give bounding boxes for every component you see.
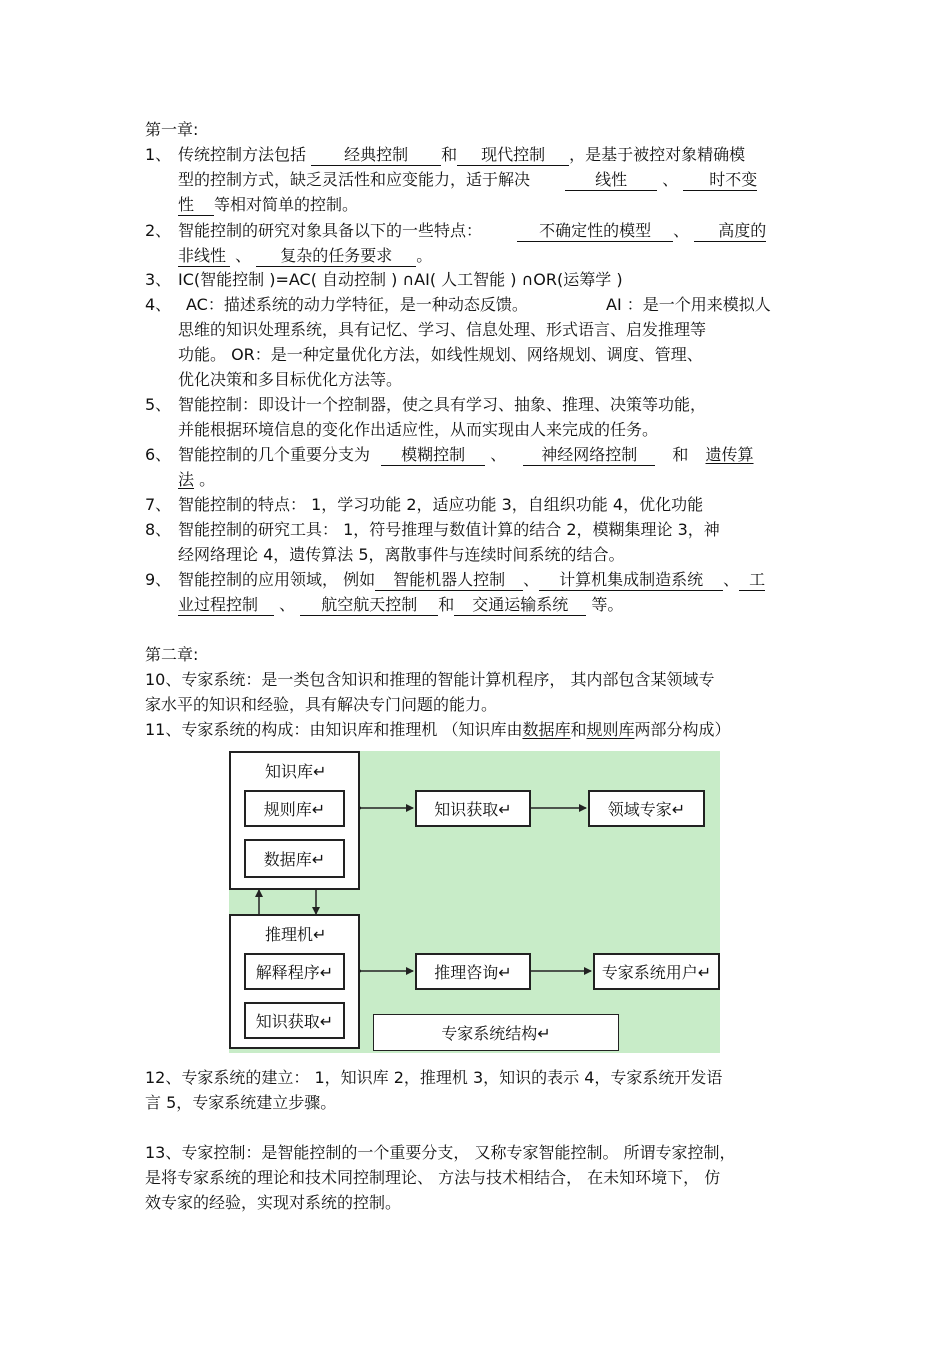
item-6-line-1 [178, 443, 754, 467]
diagram-caption-box [373, 1014, 619, 1051]
item-6-line-2 [178, 468, 215, 492]
item-4-line-4: 优化决策和多目标优化方法等。 [178, 370, 403, 389]
explanation-program-box [244, 953, 345, 990]
text: 和 [438, 595, 455, 614]
item-5-line-1: 智能控制：即设计一个控制器，使之具有学习、抽象、推理、决策等功能， [178, 395, 707, 414]
item-number: 1、 [145, 145, 172, 164]
answer-blank: 业过程控制 [178, 595, 274, 616]
item-3-text: IC(智能控制 )=AC( 自动控制 ) ∩AI( 人工智能 ) ∩OR(运筹学 ) [178, 270, 623, 289]
item-9-line-2 [178, 593, 623, 617]
knowledge-acquisition-box [415, 790, 531, 827]
domain-expert-label: 领域专家↵ [607, 800, 686, 819]
item-4-line-1a: AC：描述系统的动力学特征，是一种动态反馈。 [186, 295, 528, 314]
text: 、 [235, 246, 252, 265]
knowledge-acquisition-sub-label: 知识获取↵ [255, 1012, 334, 1031]
explanation-program-label: 解释程序↵ [255, 963, 334, 982]
item-1-line-1 [178, 143, 745, 167]
inference-consultation-box [415, 953, 531, 990]
text: 等。 [591, 595, 624, 614]
answer-text: 遗传算 [705, 445, 754, 464]
answer-blank: 航空航天控制 [300, 595, 438, 616]
expert-system-user-label: 专家系统用户↵ [601, 963, 712, 982]
text: 智能控制的应用领域， 例如 [178, 570, 376, 589]
knowledge-acquisition-label: 知识获取↵ [434, 800, 512, 819]
item-number: 7、 [145, 495, 172, 514]
rule-base-label: 规则库↵ [263, 800, 326, 819]
item-12-line-1: 12、专家系统的建立： 1，知识库 2，推理机 3，知识的表示 4，专家系统开发语 [145, 1068, 723, 1087]
chapter-2-heading: 第二章: [145, 645, 199, 664]
answer-blank: 不确定性的模型 [517, 221, 673, 242]
knowledge-base-label: 知识库↵ [265, 762, 327, 781]
inference-engine-label: 推理机↵ [265, 925, 327, 944]
item-12-line-2: 言 5，专家系统建立步骤。 [145, 1093, 337, 1112]
inference-consultation-label: 推理咨询↵ [434, 963, 512, 982]
item-4-line-3: 功能。 OR：是一种定量优化方法，如线性规划、网络规划、调度、管理、 [178, 345, 703, 364]
database-label: 数据库↵ [263, 850, 326, 869]
text: 和 [672, 445, 689, 464]
item-1-line-3 [178, 193, 358, 217]
item-7-text: 智能控制的特点： 1，学习功能 2，适应功能 3，自组织功能 4，优化功能 [178, 495, 704, 514]
rule-base-box [244, 790, 345, 827]
text: 传统控制方法包括 [178, 145, 307, 164]
item-8-line-1: 智能控制的研究工具： 1，符号推理与数值计算的结合 2，模糊集理论 3，神 [178, 520, 720, 539]
domain-expert-box [588, 790, 705, 827]
item-1-line-2 [178, 168, 757, 192]
text: 智能控制的研究对象具备以下的一些特点： [178, 221, 483, 240]
text: 两部分构成） [634, 720, 731, 739]
text: 等相对简单的控制。 [214, 195, 359, 214]
answer-blank: 非线性 [178, 246, 230, 267]
answer-blank: 性 [178, 195, 214, 216]
answer-blank: 经典控制 [311, 145, 441, 166]
item-8-line-2: 经网络理论 4，遗传算法 5，离散事件与连续时间系统的结合。 [178, 545, 625, 564]
knowledge-acquisition-sub-box [244, 1002, 345, 1039]
answer-blank: 高度的 [694, 221, 766, 242]
text: 、 [523, 570, 540, 589]
item-10-line-2: 家水平的知识和经验，具有解决专门问题的能力。 [145, 695, 498, 714]
text: 。 [199, 470, 216, 489]
answer-blank: 工 [739, 570, 765, 591]
item-2-line-1 [178, 219, 766, 243]
item-4-line-2: 思维的知识处理系统，具有记忆、学习、信息处理、形式语言、启发推理等 [178, 320, 707, 339]
item-13-line-1: 13、专家控制：是智能控制的一个重要分支， 又称专家智能控制。 所谓专家控制， [145, 1143, 736, 1162]
text: 、 [490, 445, 507, 464]
text: 型的控制方式，缺乏灵活性和应变能力，适于解决 [178, 170, 531, 189]
answer-text: 法 [178, 470, 195, 489]
item-9-line-1 [178, 568, 765, 592]
answer-blank: 交通运输系统 [454, 595, 586, 616]
answer-blank: 模糊控制 [381, 445, 485, 466]
text: 11、专家系统的构成：由知识库和推理机 （知识库由 [145, 720, 523, 739]
text: 和 [570, 720, 587, 739]
answer-blank: 智能机器人控制 [375, 570, 523, 591]
expert-system-user-box [593, 953, 720, 990]
expert-system-diagram [229, 751, 720, 1053]
database-box [244, 839, 345, 878]
diagram-caption: 专家系统结构↵ [441, 1024, 551, 1043]
answer-blank: 复杂的任务要求 [256, 246, 416, 267]
item-number: 5、 [145, 395, 172, 414]
underlined-text: 规则库 [586, 720, 635, 739]
item-2-line-2 [178, 244, 432, 268]
text: 、 [723, 570, 740, 589]
item-number: 2、 [145, 221, 172, 240]
item-number: 6、 [145, 445, 172, 464]
item-4-line-1b: AI ：是一个用来模拟人 [606, 295, 771, 314]
item-number: 3、 [145, 270, 172, 289]
text: ，是基于被控对象精确模 [569, 145, 746, 164]
chapter-1-heading: 第一章: [145, 120, 199, 139]
underlined-text: 数据库 [522, 720, 571, 739]
answer-blank: 线性 [565, 170, 657, 191]
text: 和 [441, 145, 458, 164]
item-number: 4、 [145, 295, 172, 314]
item-number: 8、 [145, 520, 172, 539]
answer-blank: 时不变 [683, 170, 757, 191]
item-5-line-2: 并能根据环境信息的变化作出适应性，从而实现由人来完成的任务。 [178, 420, 659, 439]
text: 、 [279, 595, 296, 614]
item-13-line-2: 是将专家系统的理论和技术同控制理论、 方法与技术相结合， 在未知环境下， 仿 [145, 1168, 721, 1187]
text: 。 [416, 246, 433, 265]
answer-blank: 计算机集成制造系统 [539, 570, 723, 591]
item-10-line-1: 10、专家系统：是一类包含知识和推理的智能计算机程序， 其内部包含某领域专 [145, 670, 715, 689]
answer-blank: 现代控制 [457, 145, 569, 166]
text: 智能控制的几个重要分支为 [178, 445, 371, 464]
item-number: 9、 [145, 570, 172, 589]
text: 、 [673, 221, 690, 240]
item-13-line-3: 效专家的经验，实现对系统的控制。 [145, 1193, 402, 1212]
answer-blank: 神经网络控制 [523, 445, 655, 466]
text: 、 [662, 170, 679, 189]
item-11-text [145, 718, 731, 742]
